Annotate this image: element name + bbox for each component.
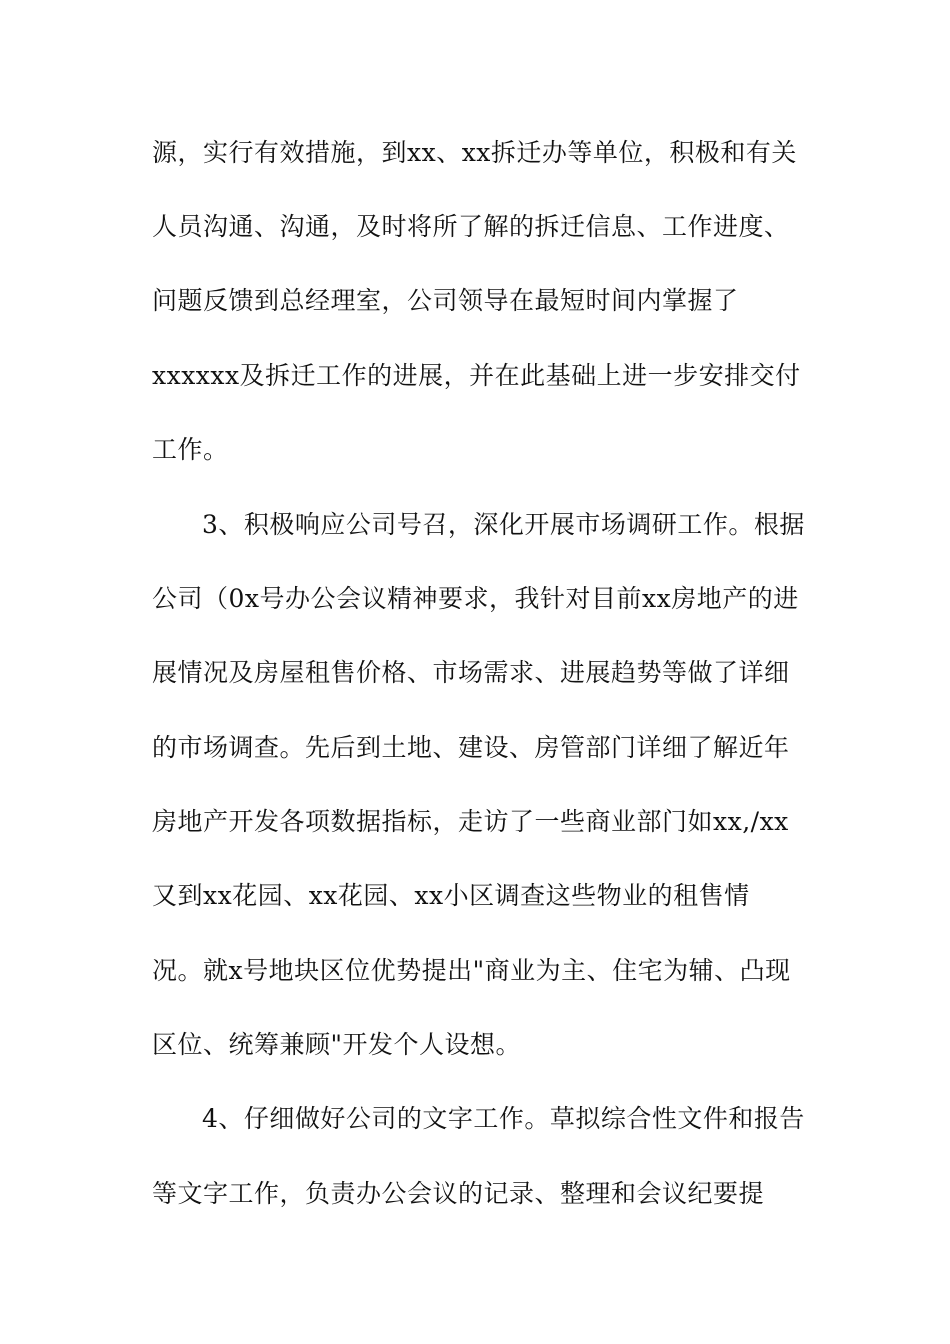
text-line: 又到xx花园、xx花园、xx小区调查这些物业的租售情	[152, 881, 750, 910]
text-line: 工作。	[152, 435, 229, 464]
text-line: 况。就x号地块区位优势提出"商业为主、住宅为辅、凸现	[152, 956, 791, 985]
text-line: 公司（0x号办公会议精神要求，我针对目前xx房地产的进	[152, 584, 799, 613]
text-line: 展情况及房屋租售价格、市场需求、进展趋势等做了详细	[152, 658, 790, 687]
text-line: 的市场调查。先后到土地、建设、房管部门详细了解近年	[152, 733, 790, 762]
paragraph-start-line: 4、仔细做好公司的文字工作。草拟综合性文件和报告	[202, 1104, 805, 1133]
text-line: 问题反馈到总经理室，公司领导在最短时间内掌握了	[152, 286, 739, 315]
text-line: 人员沟通、沟通，及时将所了解的拆迁信息、工作进度、	[152, 212, 790, 241]
text-line: 源，实行有效措施，到xx、xx拆迁办等单位，积极和有关	[152, 138, 797, 167]
paragraph-start-line: 3、积极响应公司号召，深化开展市场调研工作。根据	[202, 510, 805, 539]
text-line: 房地产开发各项数据指标，走访了一些商业部门如xx,/xx	[152, 807, 789, 836]
text-line: 等文字工作，负责办公会议的记录、整理和会议纪要提	[152, 1179, 765, 1208]
text-line: 区位、统筹兼顾"开发个人设想。	[152, 1030, 522, 1059]
text-line: xxxxxx及拆迁工作的进展，并在此基础上进一步安排交付	[152, 361, 801, 390]
